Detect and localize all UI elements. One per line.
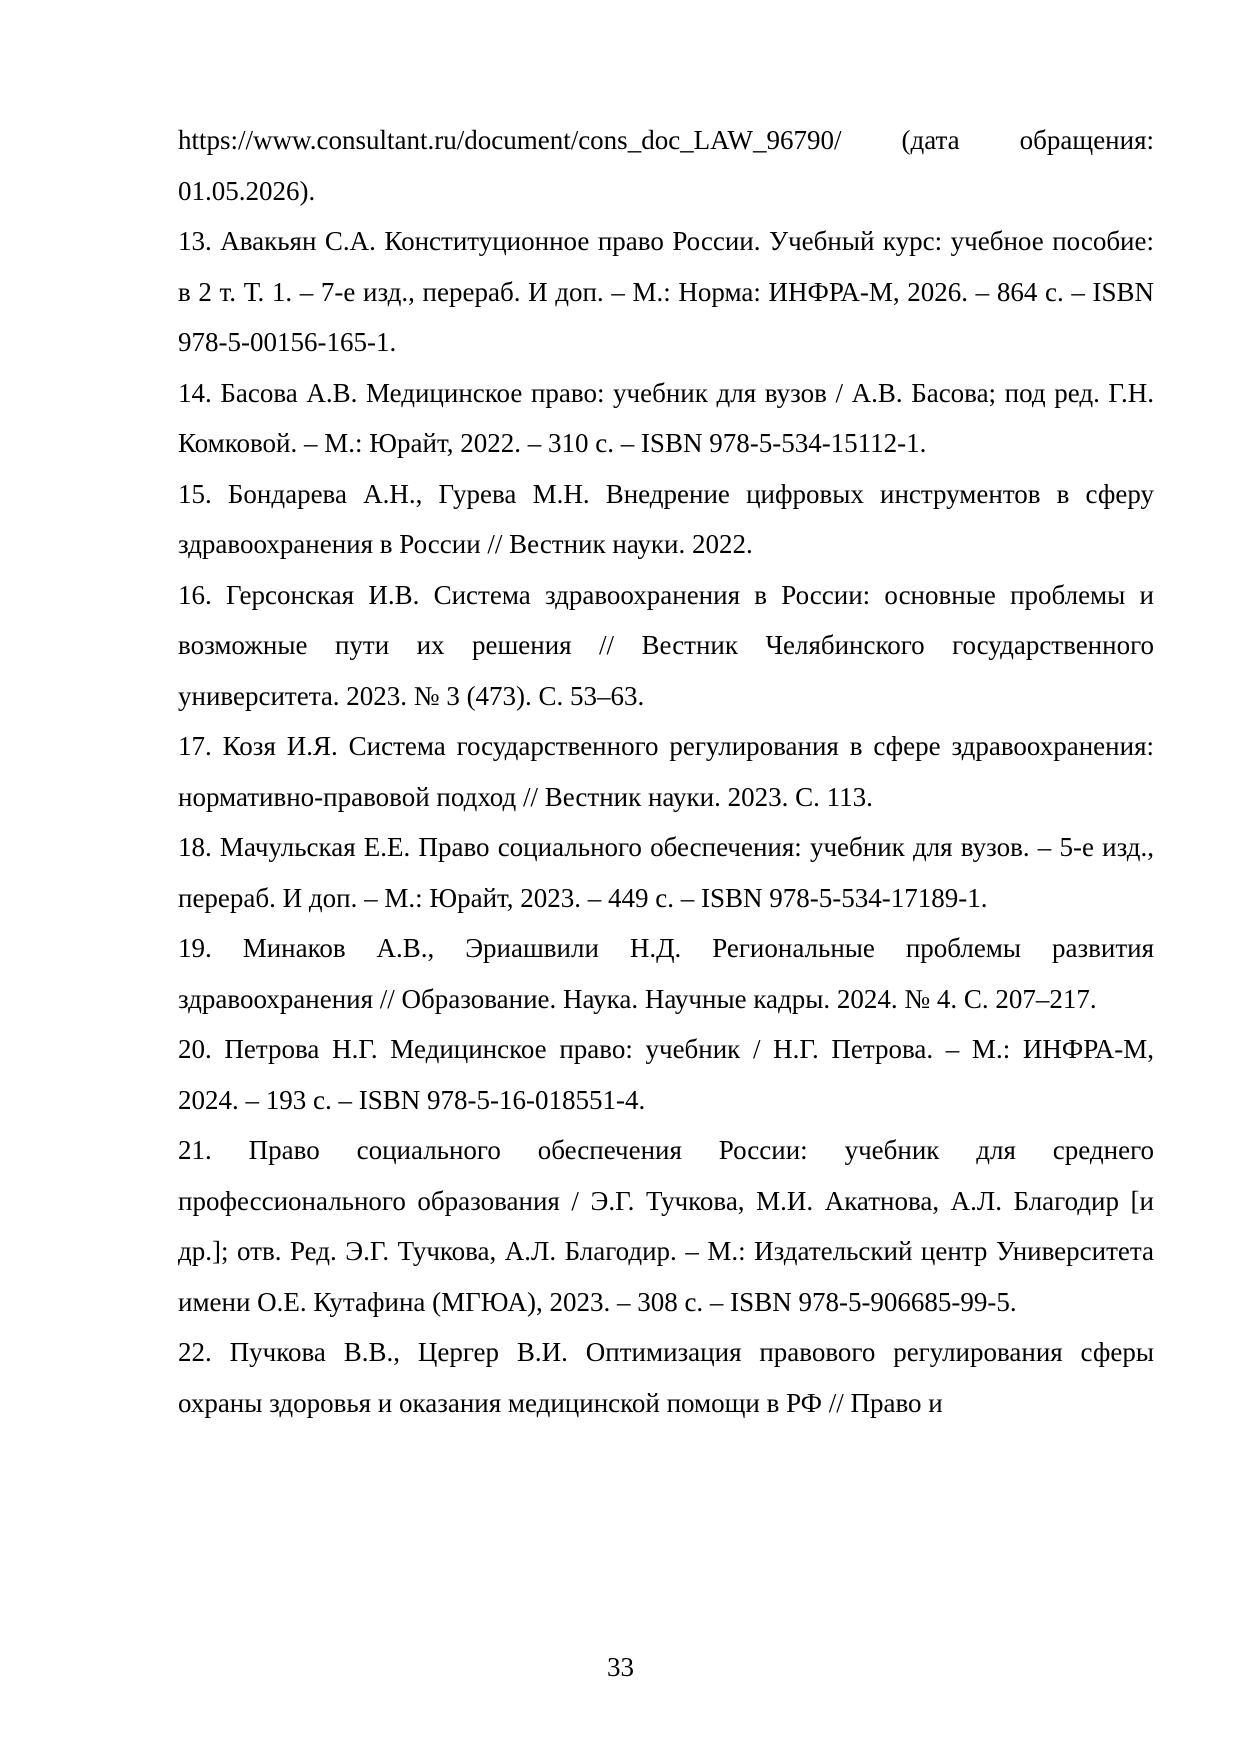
reference-entry-14: 14. Басова А.В. Медицинское право: учебник для вузов / А.В. Басова; под ред. Г.Н. Комковой. – М.: Юрайт, 2022. – 310 с. – ISBN 978-5-534-15112-1.: [178, 377, 1154, 458]
reference-entry-13: 13. Авакьян С.А. Конституционное право России. Учебный курс: учебное пособие: в 2 т. Т. 1. – 7-е изд., перераб. И доп. – М.: Норма: ИНФРА-М, 2026. – 864 с. – ISBN 978-5-00156-165-1.: [178, 226, 1154, 357]
page-number: 33: [607, 1652, 634, 1682]
reference-list: [178, 115, 1154, 1428]
reference-entry-15: 15. Бондарева А.Н., Гурева М.Н. Внедрение цифровых инструментов в сферу здравоохранения в России // Вестник науки. 2022.: [178, 478, 1154, 559]
reference-entry-17: 17. Козя И.Я. Система государственного регулирования в сфере здравоохранения: нормативно-правовой подход // Вестник науки. 2023. С. 113.: [178, 731, 1154, 812]
reference-entry-12-continued: https://www.consultant.ru/document/cons_doc_LAW_96790/ (дата обращения: 01.05.2026).: [178, 125, 1154, 206]
reference-entry-18: 18. Мачульская Е.Е. Право социального обеспечения: учебник для вузов. – 5-е изд., перераб. И доп. – М.: Юрайт, 2023. – 449 с. – ISBN 978-5-534-17189-1.: [178, 832, 1154, 913]
reference-entry-16: 16. Герсонская И.В. Система здравоохранения в России: основные проблемы и возможные пути их решения // Вестник Челябинского государственного университета. 2023. № 3 (473). С. 53–63.: [178, 579, 1154, 711]
reference-entry-21: 21. Право социального обеспечения России: учебник для среднего профессионального образования / Э.Г. Тучкова, М.И. Акатнова, А.Л. Благодир [и др.]; отв. Ред. Э.Г. Тучкова, А.Л. Благодир. – М.: Издательский центр Университета имени О.Е. Кутафина (МГЮА), 2023. – 308 с. – ISBN 978-5-906685-99-5.: [178, 1135, 1154, 1317]
reference-entry-19: 19. Минаков А.В., Эриашвили Н.Д. Региональные проблемы развития здравоохранения // Образование. Наука. Научные кадры. 2024. № 4. С. 207–217.: [178, 933, 1154, 1014]
reference-entry-20: 20. Петрова Н.Г. Медицинское право: учебник / Н.Г. Петрова. – М.: ИНФРА-М, 2024. – 193 с. – ISBN 978-5-16-018551-4.: [178, 1034, 1154, 1115]
reference-entry-22: 22. Пучкова В.В., Цергер В.И. Оптимизация правового регулирования сферы охраны здоровья и оказания медицинской помощи в РФ // Право и: [178, 1337, 1154, 1418]
